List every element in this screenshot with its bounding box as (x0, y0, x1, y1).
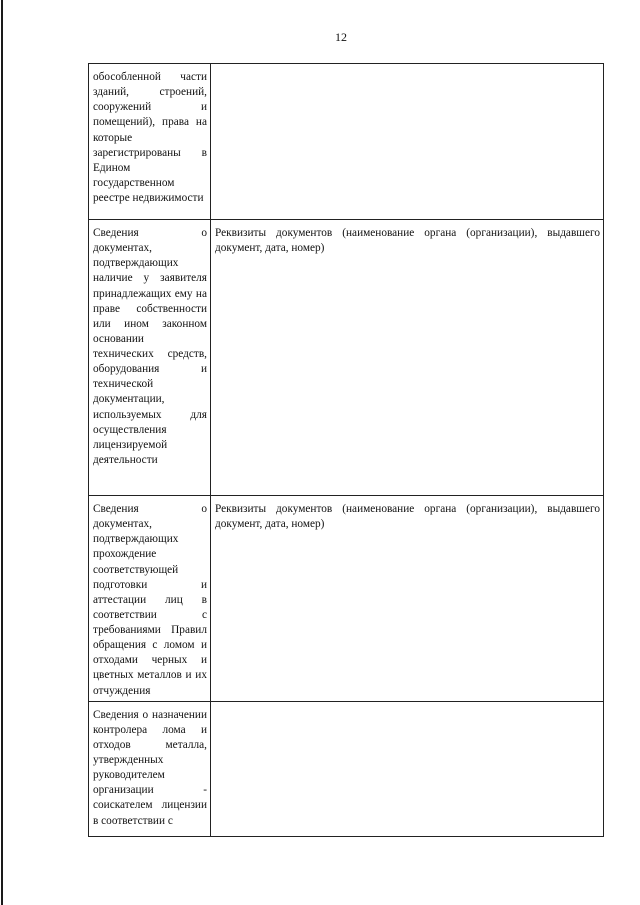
row-value-cell (211, 701, 604, 836)
row-label-cell: обособленной части зданий, строений, сооружений и помещений), права на которые зарегистрированы в Едином государственном реестре недвижимости (89, 64, 211, 220)
info-table (88, 63, 604, 837)
row-label-cell: Сведения о документах, подтверждающих прохождение соответствующей подготовки и аттестации лиц в соответствии с требованиями Правил обращения с ломом и отходами черных и цветных металлов и их отчуждения (89, 496, 211, 702)
row-value-cell (211, 64, 604, 220)
row-label-cell: Сведения о документах, подтверждающих наличие у заявителя принадлежащих ему на праве собственности или ином законном основании технических средств, оборудования и технической документации, используемых для осуществления лицензируемой деятельности (89, 220, 211, 496)
row-label-cell: Сведения о назначении контролера лома и отходов металла, утвержденных руководителем организации - соискателем лицензии в соответствии с (89, 701, 211, 836)
row-value-cell: Реквизиты документов (наименование органа (организации), выдавшего документ, дата, номер) (211, 496, 604, 702)
table-row (89, 220, 604, 496)
page-edge (1, 0, 3, 905)
row-value-cell: Реквизиты документов (наименование органа (организации), выдавшего документ, дата, номер) (211, 220, 604, 496)
table-row (89, 64, 604, 220)
page-number: 12 (335, 30, 347, 44)
table-row (89, 496, 604, 702)
table-row (89, 701, 604, 836)
